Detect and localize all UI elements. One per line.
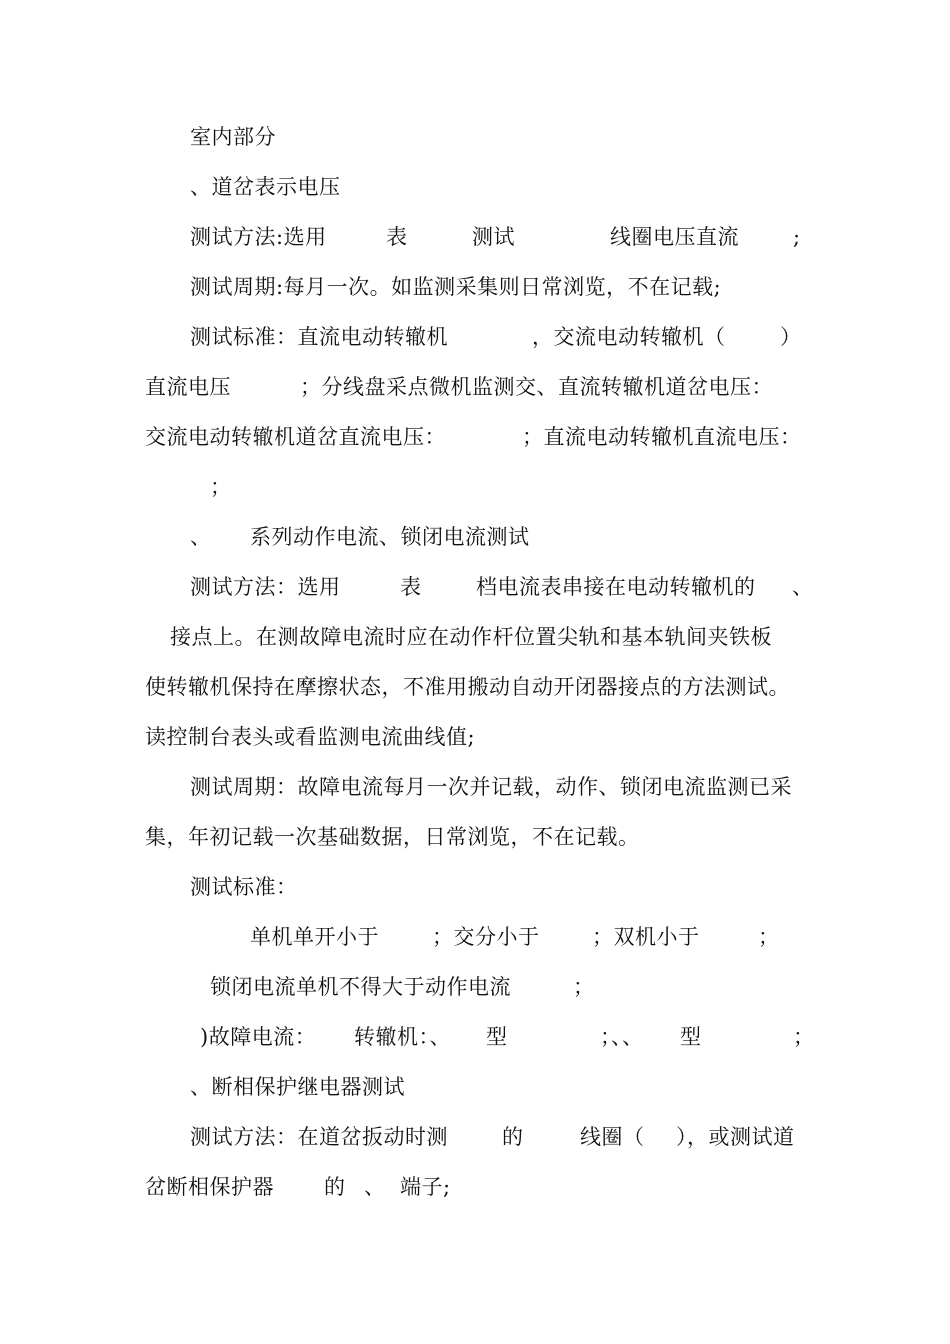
text: 的 bbox=[324, 1175, 346, 1199]
text: 测试方法:选用 bbox=[190, 225, 327, 249]
text: 测试标准： bbox=[190, 875, 298, 899]
text: ） bbox=[780, 325, 802, 349]
text: 室内部分 bbox=[190, 125, 276, 149]
text: 线圈（ bbox=[580, 1125, 645, 1149]
text: ； bbox=[758, 925, 780, 949]
text: 测试方法：选用 bbox=[190, 575, 341, 599]
text: ；分线盘采点微机监测交、直流转辙机道岔电压： bbox=[300, 375, 773, 399]
text: 集，年初记载一次基础数据，日常浏览，不在记载。 bbox=[145, 825, 640, 849]
text: 线圈电压直流 bbox=[610, 225, 739, 249]
text: 测试 bbox=[472, 225, 515, 249]
text: 表 bbox=[400, 575, 422, 599]
text: ，交流电动转辙机（ bbox=[532, 325, 726, 349]
text: 、道岔表示电压 bbox=[190, 175, 341, 199]
text: 直流电压 bbox=[145, 375, 231, 399]
text: ；直流电动转辙机直流电压： bbox=[522, 425, 802, 449]
text: 端子; bbox=[400, 1175, 451, 1199]
text: 交流电动转辙机道岔直流电压： bbox=[145, 425, 446, 449]
text: ； bbox=[573, 975, 595, 999]
text: ; bbox=[793, 225, 801, 249]
text: 、 bbox=[792, 575, 814, 599]
text: ；、、 bbox=[600, 1025, 644, 1049]
text: 单机单开小于 bbox=[250, 925, 379, 949]
text: 表 bbox=[386, 225, 408, 249]
text: 测试方法：在道岔扳动时测 bbox=[190, 1125, 448, 1149]
text: ；双机小于 bbox=[592, 925, 700, 949]
text: ），或测试道 bbox=[676, 1125, 795, 1149]
text: 使转辙机保持在摩擦状态，不准用搬动自动开闭器接点的方法测试。 bbox=[145, 675, 790, 699]
text: 转辙机：、 bbox=[354, 1025, 451, 1049]
text: 型 bbox=[486, 1025, 508, 1049]
text: 型 bbox=[680, 1025, 702, 1049]
text: )故障电流： bbox=[200, 1025, 317, 1049]
text: 测试标准：直流电动转辙机 bbox=[190, 325, 448, 349]
text: ； bbox=[793, 1025, 815, 1049]
text: 读控制台表头或看监测电流曲线值; bbox=[145, 725, 476, 749]
text: 接点上。在测故障电流时应在动作杆位置尖轨和基本轨间夹铁板 bbox=[170, 625, 772, 649]
text: 测试周期:每月一次。如监测采集则日常浏览，不在记载; bbox=[190, 275, 722, 299]
text: 档电流表串接在电动转辙机的 bbox=[476, 575, 756, 599]
text: 锁闭电流单机不得大于动作电流 bbox=[210, 975, 511, 999]
text: 、 bbox=[190, 525, 212, 549]
text: 系列动作电流、锁闭电流测试 bbox=[250, 525, 530, 549]
text: 、断相保护继电器测试 bbox=[190, 1075, 405, 1099]
text: 岔断相保护器 bbox=[145, 1175, 274, 1199]
text: 、 bbox=[364, 1175, 386, 1199]
text: 的 bbox=[502, 1125, 524, 1149]
text: 测试周期：故障电流每月一次并记载，动作、锁闭电流监测已采 bbox=[190, 775, 792, 799]
text: ；交分小于 bbox=[432, 925, 540, 949]
text: ； bbox=[210, 475, 232, 499]
